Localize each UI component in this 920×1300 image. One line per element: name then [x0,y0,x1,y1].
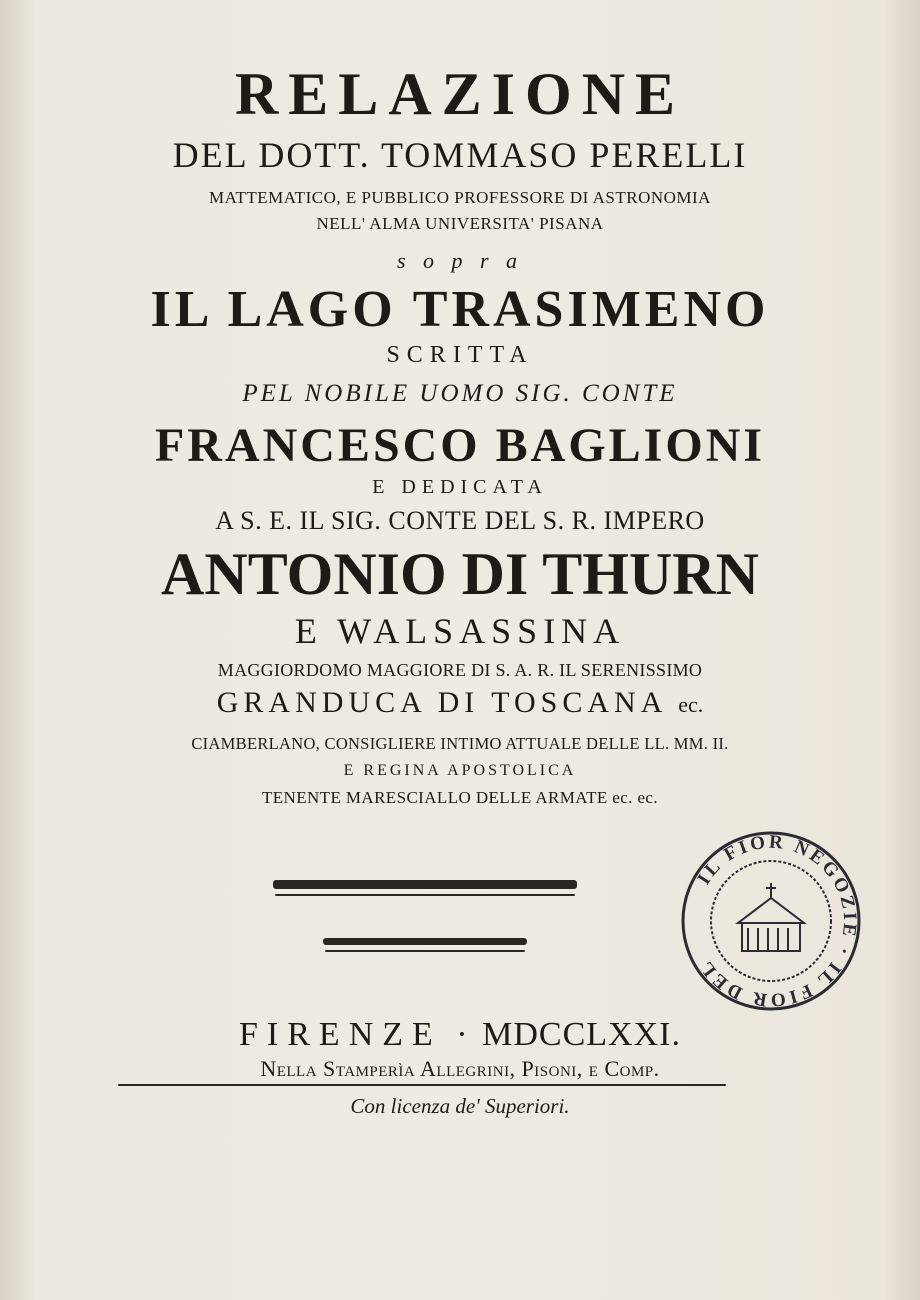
ornamental-rule-bottom-thin [325,950,525,952]
imprint-rule [118,1084,726,1086]
dedicatee-name: ANTONIO DI THURN [161,541,759,607]
imprint-separator: · [456,1016,468,1053]
stamp-graphic [678,828,864,1014]
show-through-text [96,880,736,1030]
ornamental-rule-top-thin [275,894,575,896]
author-line: DEL DOTT. TOMMASO PERELLI [172,135,748,175]
author-role-1: MATTEMATICO, E PUBBLICO PROFESSORE DI ASTRONOMIA [209,188,711,207]
office-line-2-main: GRANDUCA DI TOSCANA [216,686,666,719]
svg-text:IL FIOR NEGOZIE · IL FIOR DEL [693,832,860,1011]
dedicatee-name-2: E WALSASSINA [294,611,626,651]
imprint-city: FIRENZE [239,1016,442,1053]
imprint-year: MDCCLXXI. [482,1016,681,1053]
dedicata-line: E DEDICATA [372,476,548,498]
subject-title: IL LAGO TRASIMENO [150,281,770,338]
office-line-5: TENENTE MARESCIALLO DELLE ARMATE ec. ec. [261,788,659,807]
author-role-2: NELL' ALMA UNIVERSITA' PISANA [316,214,604,233]
dedicatee-title: A S. E. IL SIG. CONTE DEL S. R. IMPERO [215,506,705,535]
main-title: RELAZIONE [234,61,686,127]
scritta-line: SCRITTA [386,342,534,368]
ornamental-rule-bottom-heavy [323,938,527,945]
library-stamp-icon [678,828,864,1014]
dedicator-name: FRANCESCO BAGLIONI [154,419,766,472]
office-line-4: E REGINA APOSTOLICA [343,762,577,779]
office-line-1: MAGGIORDOMO MAGGIORE DI S. A. R. IL SERENISSIMO [217,660,703,680]
ornamental-rule-top-heavy [273,880,577,889]
office-line-2-suffix: ec. [678,692,704,717]
sopra-line: s o p r a [396,248,524,273]
imprint-license: Con licenza de' Superiori. [350,1094,570,1118]
stamp-legend: IL FIOR NEGOZIE · IL FIOR DEL [693,831,861,1011]
office-line-2 [30,686,890,720]
office-line-3: CIAMBERLANO, CONSIGLIERE INTIMO ATTUALE DELLE LL. MM. II. [191,734,729,753]
imprint-place-date [30,1016,890,1054]
imprint-printer: Nella Stamperìa Allegrini, Pisoni, e Comp. [260,1056,660,1081]
dedicator-intro: PEL NOBILE UOMO SIG. CONTE [242,380,678,407]
